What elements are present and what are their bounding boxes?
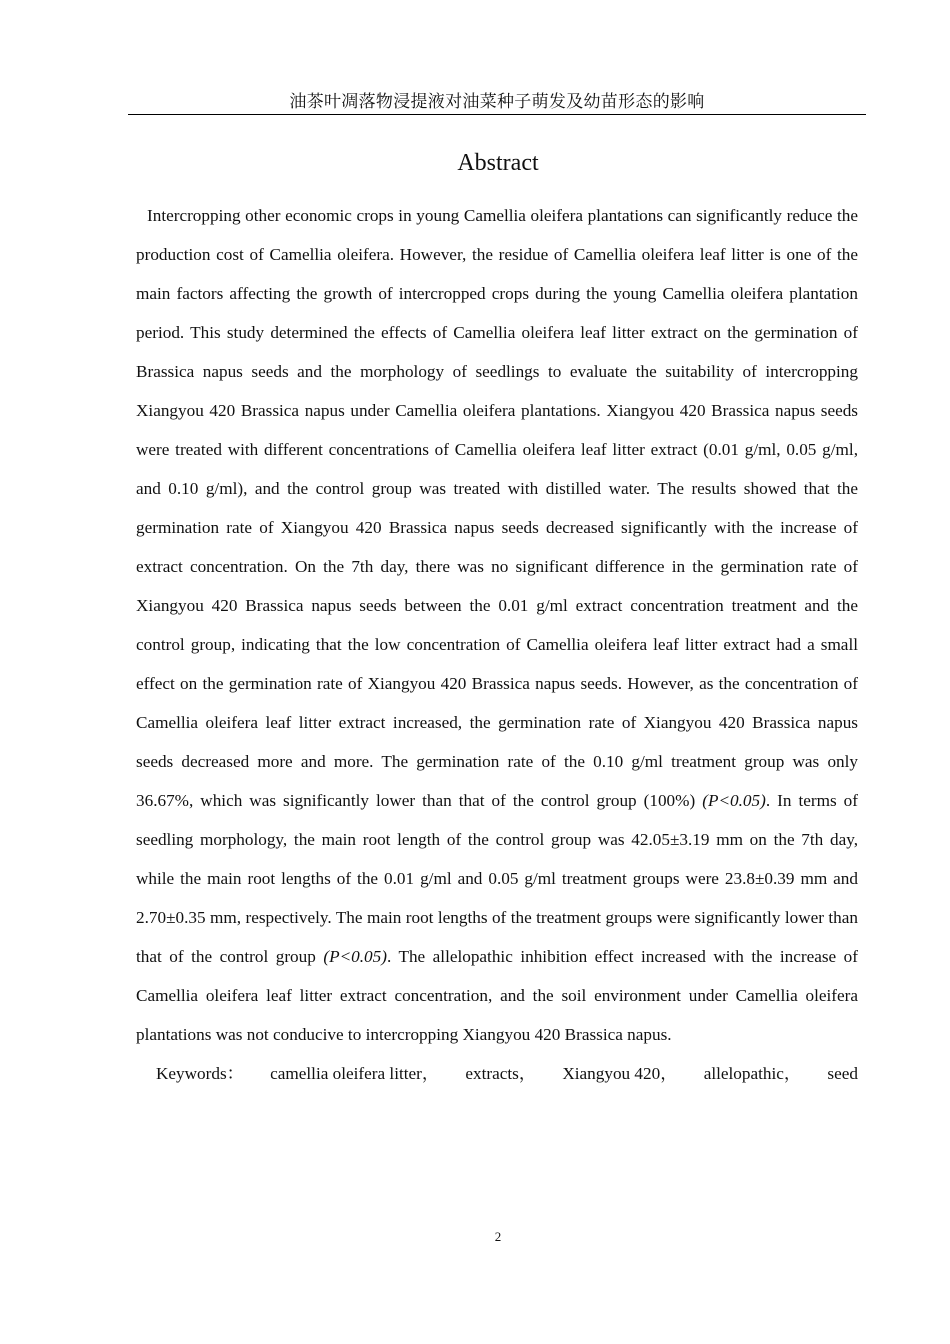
keyword-item: Xiangyou 420， bbox=[562, 1064, 678, 1083]
keyword-item: extracts， bbox=[465, 1064, 537, 1083]
abstract-title: Abstract bbox=[457, 150, 539, 176]
running-header bbox=[128, 92, 866, 115]
keyword-item: camellia oleifera litter， bbox=[270, 1064, 440, 1083]
abstract-body bbox=[136, 196, 858, 1093]
significance-marker-1: (P<0.05) bbox=[702, 791, 766, 810]
keywords-line bbox=[136, 1054, 858, 1093]
abstract-text-part-1: Intercropping other economic crops in young Camellia oleifera plantations can significantly reduce the production cost of Camellia oleifera. However, the residue of Camellia oleifera leaf litter is one of the main factors affecting the growth of intercropped crops during the young Camellia oleifera plantation period. This study determined the effects of Camellia oleifera leaf litter extract on the germination of Brassica napus seeds and the morphology of seedlings to evaluate the suitability of intercropping Xiangyou 420 Brassica napus under Camellia oleifera plantations. Xiangyou 420 Brassica napus seeds were treated with different concentrations of Camellia oleifera leaf litter extract (0.01 g/ml, 0.05 g/ml, and 0.10 g/ml), and the control group was treated with distilled water. The results showed that the germination rate of Xiangyou 420 Brassica napus seeds decreased significantly with the increase of extract concentration. On the 7th day, there was no significant difference in the germination rate of Xiangyou 420 Brassica napus seeds between the 0.01 g/ml extract concentration treatment and the control group, indicating that the low concentration of Camellia oleifera leaf litter extract had a small effect on the germination rate of Xiangyou 420 Brassica napus seeds. However, as the concentration of Camellia oleifera leaf litter extract increased, the germination rate of Xiangyou 420 Brassica napus seeds decreased more and more. The germination rate of the 0.10 g/ml treatment group was only 36.67%, which was significantly lower than that of the control group (100%) bbox=[136, 206, 858, 810]
page-number: 2 bbox=[494, 1229, 502, 1244]
abstract-text-part-3: . The allelopathic inhibition effect increased with the increase of Camellia oleifera leaf litter extract concentration, and the soil environment under Camellia oleifera plantations was not conducive to intercropping Xiangyou 420 Brassica napus. bbox=[136, 947, 858, 1044]
abstract-text-part-2: . In terms of seedling morphology, the main root length of the control group was 42.05±3.19 mm on the 7th day, while the main root lengths of the 0.01 g/ml and 0.05 g/ml treatment groups were 23.8±0.39 mm and 2.70±0.35 mm, respectively. The main root lengths of the treatment groups were significantly lower than that of the control group bbox=[136, 791, 858, 966]
abstract-paragraph bbox=[136, 196, 858, 1054]
running-header-title: 油茶叶凋落物浸提液对油菜种子萌发及幼苗形态的影响 bbox=[289, 92, 705, 111]
significance-marker-2: (P<0.05) bbox=[323, 947, 387, 966]
keyword-item: allelopathic， bbox=[703, 1064, 802, 1083]
keyword-item: seed bbox=[827, 1064, 858, 1083]
keywords-label: Keywords： bbox=[156, 1064, 244, 1083]
